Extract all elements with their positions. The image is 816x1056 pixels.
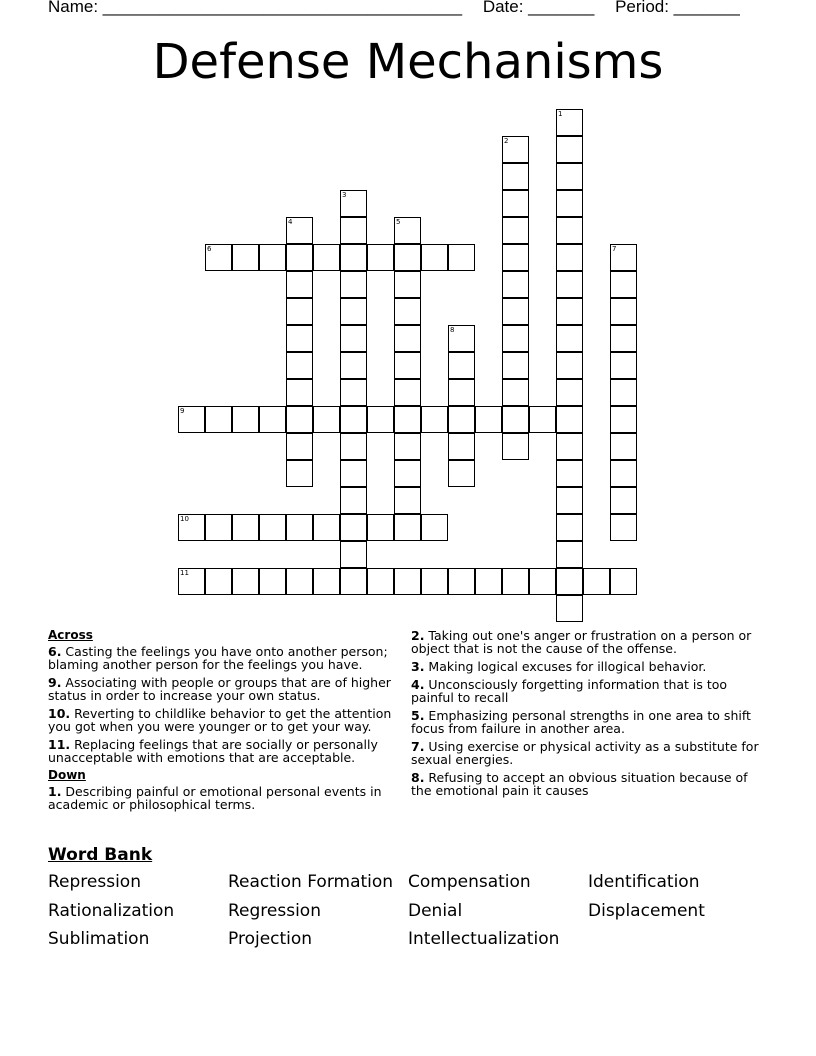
clue-text: Reverting to childlike behavior to get the attention you got when you were younger or to get your way. [48,706,392,734]
word-bank-item: Regression [228,901,321,921]
crossword-cell[interactable] [556,136,583,163]
crossword-cell[interactable] [394,514,421,541]
crossword-cell[interactable] [259,568,286,595]
name-field-label[interactable]: Name: ______________________________________ [48,0,463,16]
clue-number-label: 2. [411,628,425,643]
word-bank-title: Word Bank [48,845,153,865]
clue-item [411,740,761,766]
crossword-cell[interactable] [394,244,421,271]
crossword-cell[interactable] [421,244,448,271]
crossword-cell[interactable] [502,568,529,595]
crossword-cell[interactable] [610,325,637,352]
down-heading: Down [48,768,86,782]
crossword-cell[interactable] [556,487,583,514]
clues-column-right [411,629,761,802]
crossword-cell[interactable] [394,352,421,379]
crossword-cell[interactable] [556,406,583,433]
clue-item [411,709,761,735]
clue-text: Taking out one's anger or frustration on a person or object that is not the cause of the offense. [411,628,752,656]
crossword-cell[interactable] [205,514,232,541]
crossword-cell[interactable] [583,568,610,595]
page-title: Defense Mechanisms [152,34,664,90]
crossword-cell[interactable] [178,568,205,595]
crossword-cell[interactable] [556,325,583,352]
clue-number: 7 [612,245,617,253]
crossword-cell[interactable] [556,109,583,136]
clue-number: 10 [180,515,189,523]
clue-number-label: 1. [48,784,62,799]
word-bank-item: Reaction Formation [228,872,394,892]
crossword-cell[interactable] [556,460,583,487]
crossword-cell[interactable] [448,379,475,406]
crossword-cell[interactable] [556,433,583,460]
crossword-cell[interactable] [448,568,475,595]
crossword-cell[interactable] [394,271,421,298]
date-field-label[interactable]: Date: _______ [482,0,595,16]
crossword-cell[interactable] [556,568,583,595]
word-bank-item: Compensation [408,872,531,892]
crossword-cell[interactable] [556,541,583,568]
clue-item [411,678,761,704]
crossword-cell[interactable] [259,514,286,541]
clue-text: Refusing to accept an obvious situation because of the emotional pain it causes [411,770,748,798]
crossword-cell[interactable] [340,433,367,460]
crossword-cell[interactable] [610,298,637,325]
clue-item [48,707,398,733]
crossword-cell[interactable] [340,190,367,217]
clue-number-label: 9. [48,675,62,690]
crossword-cell[interactable] [556,379,583,406]
crossword-cell[interactable] [286,514,313,541]
clue-number-label: 7. [411,739,425,754]
crossword-cell[interactable] [556,217,583,244]
crossword-cell[interactable] [313,406,340,433]
crossword-cell[interactable] [556,298,583,325]
crossword-cell[interactable] [259,244,286,271]
crossword-cell[interactable] [529,406,556,433]
crossword-cell[interactable] [394,460,421,487]
clue-number: 1 [558,110,563,118]
crossword-cell[interactable] [340,271,367,298]
crossword-cell[interactable] [394,217,421,244]
clue-text: Emphasizing personal strengths in one area to shift focus from failure in another area. [411,708,751,736]
clue-text: Describing painful or emotional personal events in academic or philosophical terms. [48,784,382,812]
clue-item [48,785,398,811]
clue-text: Casting the feelings you have onto another person; blaming another person for the feelings you have. [48,644,388,672]
crossword-cell[interactable] [556,595,583,622]
crossword-cell[interactable] [448,244,475,271]
crossword-cell[interactable] [394,325,421,352]
clue-item [411,660,761,673]
clue-item [48,738,398,764]
crossword-cell[interactable] [556,244,583,271]
crossword-cell[interactable] [340,325,367,352]
clue-item [48,645,398,671]
clue-item [411,771,761,797]
clue-number-label: 8. [411,770,425,785]
crossword-cell[interactable] [340,406,367,433]
crossword-cell[interactable] [232,406,259,433]
clue-number-label: 6. [48,644,62,659]
clue-number-label: 3. [411,659,425,674]
crossword-cell[interactable] [502,163,529,190]
word-bank-item: Sublimation [48,929,150,949]
crossword-cell[interactable] [502,379,529,406]
crossword-cell[interactable] [502,190,529,217]
across-clue-list [48,645,398,764]
crossword-cell[interactable] [367,406,394,433]
crossword-cell[interactable] [286,433,313,460]
clue-text: Replacing feelings that are socially or personally unacceptable with emotions that are acceptable. [48,737,378,765]
crossword-cell[interactable] [502,352,529,379]
crossword-cell[interactable] [340,514,367,541]
crossword-cell[interactable] [232,514,259,541]
crossword-cell[interactable] [286,298,313,325]
crossword-cell[interactable] [340,298,367,325]
crossword-cell[interactable] [178,406,205,433]
crossword-cell[interactable] [421,568,448,595]
crossword-cell[interactable] [610,406,637,433]
crossword-cell[interactable] [475,406,502,433]
crossword-cell[interactable] [313,568,340,595]
word-bank-item: Rationalization [48,901,175,921]
crossword-cell[interactable] [286,568,313,595]
clue-number-label: 4. [411,677,425,692]
crossword-cell[interactable] [448,433,475,460]
crossword-cell[interactable] [610,379,637,406]
clue-number: 9 [180,407,185,415]
clue-number: 3 [342,191,347,199]
down-clue-list [48,785,398,811]
crossword-cell[interactable] [178,514,205,541]
crossword-cell[interactable] [340,379,367,406]
clue-text: Making logical excuses for illogical behavior. [424,659,707,674]
crossword-cell[interactable] [286,406,313,433]
clue-number: 5 [396,218,401,226]
crossword-cell[interactable] [610,487,637,514]
crossword-cell[interactable] [340,541,367,568]
crossword-cell[interactable] [394,379,421,406]
crossword-cell[interactable] [367,514,394,541]
crossword-cell[interactable] [610,244,637,271]
crossword-cell[interactable] [502,406,529,433]
crossword-cell[interactable] [205,406,232,433]
crossword-cell[interactable] [502,433,529,460]
crossword-cell[interactable] [610,568,637,595]
crossword-cell[interactable] [529,568,556,595]
crossword-cell[interactable] [610,460,637,487]
crossword-cell[interactable] [448,325,475,352]
clue-text: Using exercise or physical activity as a substitute for sexual energies. [411,739,759,767]
word-bank-item: Identification [588,872,700,892]
crossword-cell[interactable] [502,244,529,271]
crossword-cell[interactable] [556,271,583,298]
crossword-cell[interactable] [502,298,529,325]
word-bank-item: Intellectualization [408,929,560,949]
crossword-cell[interactable] [610,433,637,460]
crossword-cell[interactable] [394,298,421,325]
crossword-cell[interactable] [502,217,529,244]
crossword-cell[interactable] [610,352,637,379]
crossword-cell[interactable] [340,244,367,271]
crossword-cell[interactable] [340,568,367,595]
crossword-cell[interactable] [421,514,448,541]
crossword-cell[interactable] [286,460,313,487]
crossword-cell[interactable] [556,190,583,217]
word-bank-item: Projection [228,929,313,949]
clue-number-label: 10. [48,706,71,721]
crossword-cell[interactable] [502,271,529,298]
clue-item [411,629,761,655]
crossword-cell[interactable] [448,460,475,487]
word-bank-item: Repression [48,872,141,892]
crossword-cell[interactable] [286,379,313,406]
crossword-cell[interactable] [448,352,475,379]
clue-number: 2 [504,137,509,145]
crossword-cell[interactable] [286,271,313,298]
crossword-cell[interactable] [259,406,286,433]
crossword-cell[interactable] [556,514,583,541]
crossword-cell[interactable] [610,271,637,298]
period-field-label[interactable]: Period: _______ [615,0,740,16]
clue-item [48,676,398,702]
crossword-cell[interactable] [340,460,367,487]
clue-number: 8 [450,326,455,334]
crossword-cell[interactable] [232,568,259,595]
crossword-cell[interactable] [556,163,583,190]
clue-number: 11 [180,569,189,577]
crossword-cell[interactable] [313,514,340,541]
clue-number: 6 [207,245,212,253]
crossword-cell[interactable] [286,244,313,271]
clue-text: Associating with people or groups that are of higher status in order to increase your own status. [48,675,391,703]
crossword-cell[interactable] [421,406,448,433]
crossword-cell[interactable] [286,217,313,244]
down-clue-list-continued [411,629,761,797]
crossword-cell[interactable] [367,568,394,595]
crossword-cell[interactable] [394,406,421,433]
word-bank-item: Displacement [588,901,705,921]
across-heading: Across [48,628,93,642]
crossword-cell[interactable] [394,433,421,460]
clue-number: 4 [288,218,293,226]
crossword-cell[interactable] [205,244,232,271]
crossword-cell[interactable] [340,352,367,379]
crossword-cell[interactable] [475,568,502,595]
crossword-cell[interactable] [394,568,421,595]
crossword-cell[interactable] [502,136,529,163]
crossword-cell[interactable] [502,325,529,352]
crossword-cell[interactable] [286,352,313,379]
word-bank-item: Denial [408,901,463,921]
crossword-cell[interactable] [286,325,313,352]
clue-number-label: 5. [411,708,425,723]
clue-number-label: 11. [48,737,71,752]
crossword-cell[interactable] [367,244,394,271]
clues-column-left [48,629,398,816]
crossword-cell[interactable] [556,352,583,379]
crossword-cell[interactable] [610,514,637,541]
crossword-cell[interactable] [205,568,232,595]
crossword-cell[interactable] [340,217,367,244]
crossword-cell[interactable] [340,487,367,514]
clue-text: Unconsciously forgetting information that is too painful to recall [411,677,728,705]
crossword-cell[interactable] [232,244,259,271]
crossword-cell[interactable] [313,244,340,271]
crossword-cell[interactable] [448,406,475,433]
crossword-cell[interactable] [394,487,421,514]
